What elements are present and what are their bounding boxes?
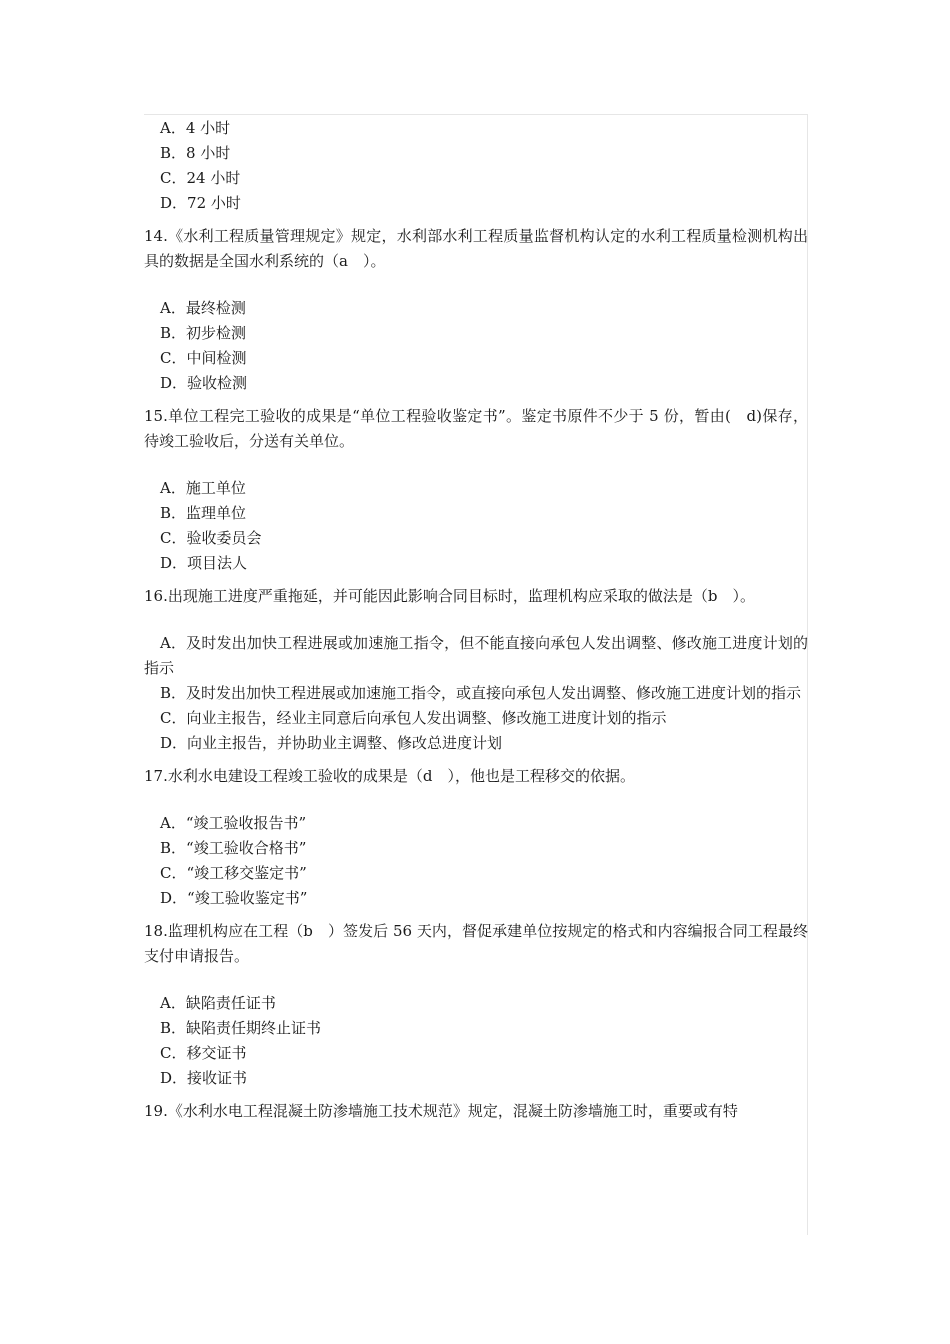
- option-d: D．项目法人: [160, 554, 248, 572]
- question-14: [144, 224, 808, 396]
- option-c: C．24 小时: [160, 169, 241, 187]
- option-c: C．向业主报告，经业主同意后向承包人发出调整、修改施工进度计划的指示: [160, 709, 667, 727]
- option-b: B．监理单位: [160, 504, 247, 522]
- question-16: [144, 584, 808, 756]
- option-a: A．“竣工验收报告书”: [160, 814, 307, 832]
- option-a: A．施工单位: [160, 479, 246, 497]
- question-stem: 14.《水利工程质量管理规定》规定，水利部水利工程质量监督机构认定的水利工程质量检测机构出具的数据是全国水利系统的（a ）。: [144, 227, 808, 270]
- option-d: D．验收检测: [160, 374, 248, 392]
- option-a: A．4 小时: [160, 119, 231, 137]
- document-body: [144, 116, 808, 1124]
- option-b: B．初步检测: [160, 324, 247, 342]
- question-19: [144, 1099, 808, 1124]
- question-stem: 19.《水利水电工程混凝土防渗墙施工技术规范》规定，混凝土防渗墙施工时，重要或有特: [144, 1102, 738, 1120]
- question-18: [144, 919, 808, 1091]
- question-stem: 18.监理机构应在工程（b ）签发后 56 天内，督促承建单位按规定的格式和内容编报合同工程最终支付申请报告。: [144, 922, 808, 965]
- option-c: C．移交证书: [160, 1044, 247, 1062]
- question-stem: 15.单位工程完工验收的成果是“单位工程验收鉴定书”。鉴定书原件不少于 5 份，暂由( d)保存，待竣工验收后，分送有关单位。: [144, 407, 808, 450]
- option-d: D．接收证书: [160, 1069, 248, 1087]
- previous-question-options: [144, 116, 808, 216]
- option-b: B．及时发出加快工程进展或加速施工指令，或直接向承包人发出调整、修改施工进度计划的指示: [160, 684, 802, 702]
- option-c: C．中间检测: [160, 349, 247, 367]
- question-17: [144, 764, 808, 911]
- option-b: B．缺陷责任期终止证书: [160, 1019, 322, 1037]
- question-15: [144, 404, 808, 576]
- option-c: C．验收委员会: [160, 529, 262, 547]
- option-d: D．“竣工验收鉴定书”: [160, 889, 308, 907]
- option-c: C．“竣工移交鉴定书”: [160, 864, 307, 882]
- option-d: D．72 小时: [160, 194, 241, 212]
- option-d: D．向业主报告，并协助业主调整、修改总进度计划: [160, 734, 503, 752]
- question-stem: 17.水利水电建设工程竣工验收的成果是（d ），他也是工程移交的依据。: [144, 767, 635, 785]
- question-stem: 16.出现施工进度严重拖延，并可能因此影响合同目标时，监理机构应采取的做法是（b ）。: [144, 587, 755, 605]
- option-b: B．8 小时: [160, 144, 231, 162]
- option-a: A．缺陷责任证书: [160, 994, 276, 1012]
- option-a: A．及时发出加快工程进展或加速施工指令，但不能直接向承包人发出调整、修改施工进度计划的指示: [144, 634, 808, 677]
- option-a: A．最终检测: [160, 299, 246, 317]
- option-b: B．“竣工验收合格书”: [160, 839, 307, 857]
